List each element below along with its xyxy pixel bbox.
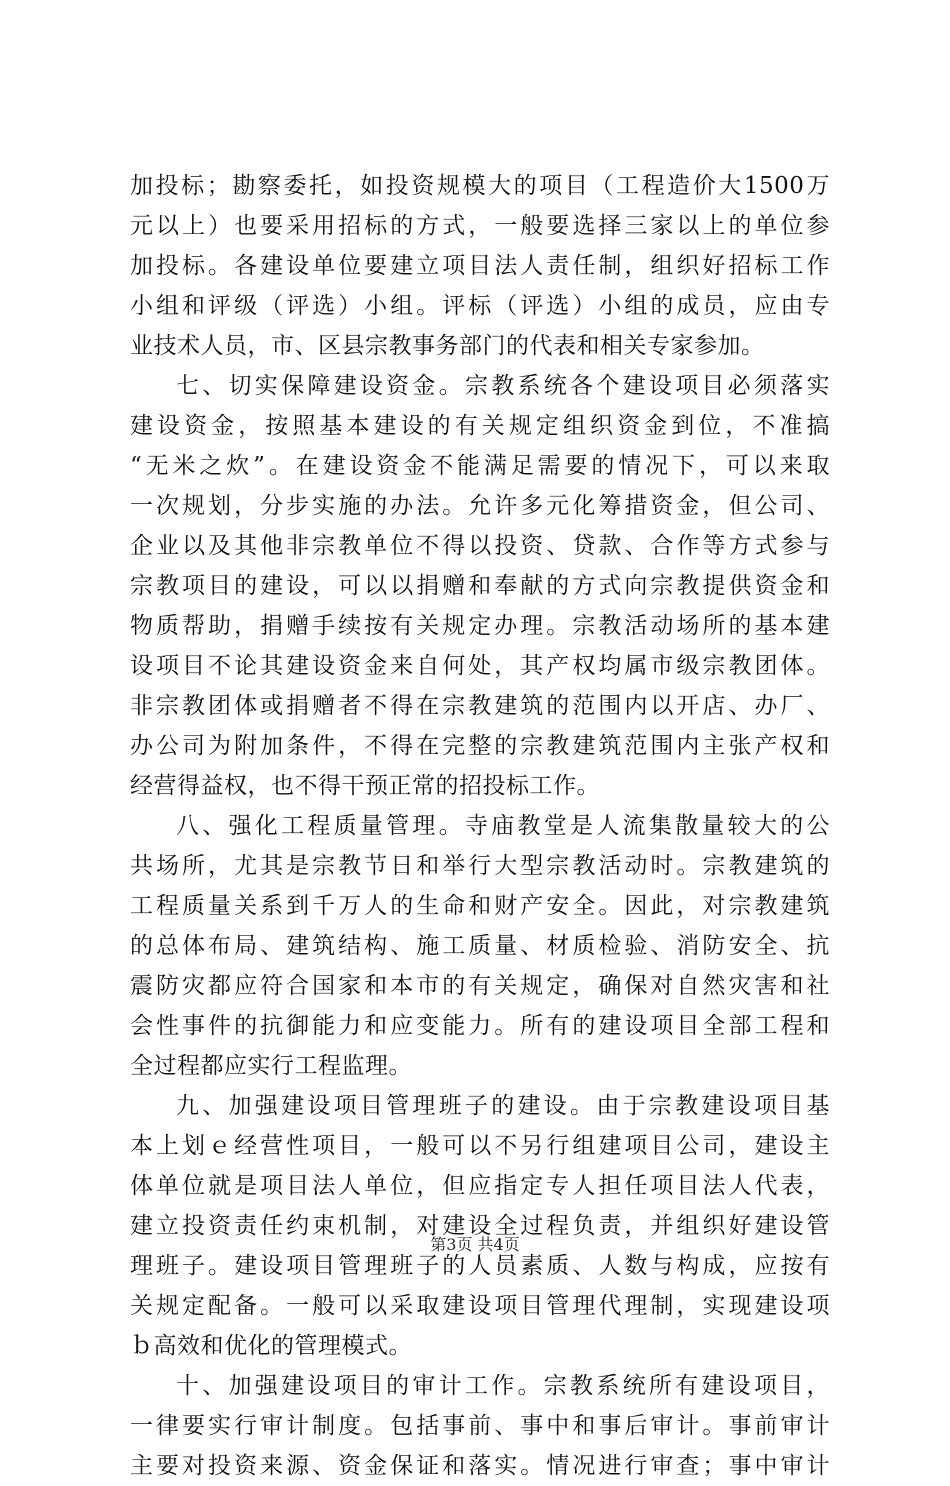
text-line: 建立投资责任约束机制，对建设全过程负责，并组织好建设管 — [130, 1213, 830, 1239]
text-line: 办公司为附加条件，不得在完整的宗教建筑范围内主张产权和 — [130, 733, 830, 759]
text-line: 理班子。建设项目管理班子的人员素质、人数与构成，应按有 — [130, 1253, 830, 1279]
text-line: 小组和评级（评选）小组。评标（评选）小组的成员，应由专 — [130, 293, 830, 319]
paragraph-heading-line: 九、加强建设项目管理班子的建设。由于宗教建设项目基 — [176, 1093, 830, 1119]
text-line: 元以上）也要采用招标的方式，一般要选择三家以上的单位参 — [130, 213, 830, 239]
text-line: 非宗教团体或捐赠者不得在宗教建筑的范围内以开店、办厂、 — [130, 693, 830, 719]
text-line: 加投标；勘察委托，如投资规模大的项目（工程造价大1500万 — [130, 173, 830, 199]
text-line: 一次规划，分步实施的办法。允许多元化筹措资金，但公司、 — [130, 493, 830, 519]
text-line: 设项目不论其建设资金来自何处，其产权均属市级宗教团体。 — [130, 653, 830, 679]
text-line: 震防灾都应符合国家和本市的有关规定，确保对自然灾害和社 — [130, 973, 830, 999]
paragraph-heading-line: 十、加强建设项目的审计工作。宗教系统所有建设项目， — [176, 1373, 830, 1399]
page-number-footer: 第3页 共4页 — [430, 1235, 520, 1254]
text-line: 加投标。各建设单位要建立项目法人责任制，组织好招标工作 — [130, 253, 830, 279]
text-line: 物质帮助，捐赠手续按有关规定办理。宗教活动场所的基本建 — [130, 613, 830, 639]
text-line: 宗教项目的建设，可以以捐赠和奉献的方式向宗教提供资金和 — [130, 573, 830, 599]
text-line: 主要对投资来源、资金保证和落实。情况进行审查；事中审计 — [130, 1453, 830, 1479]
text-line: “无米之炊”。在建设资金不能满足需要的情况下，可以来取 — [130, 453, 830, 479]
text-line: 企业以及其他非宗教单位不得以投资、贷款、合作等方式参与 — [130, 533, 830, 559]
document-body — [130, 166, 830, 1486]
text-line: 的总体布局、建筑结构、施工质量、材质检验、消防安全、抗 — [130, 933, 830, 959]
text-line: 本上划ｅ经营性项目，一般可以不另行组建项目公司，建设主 — [130, 1133, 830, 1159]
text-line: 业技术人员，市、区县宗教事务部门的代表和相关专家参加。 — [130, 333, 765, 359]
text-line: 建设资金，按照基本建设的有关规定组织资金到位，不准搞 — [130, 413, 830, 439]
text-line: 会性事件的抗御能力和应变能力。所有的建设项目全部工程和 — [130, 1013, 830, 1039]
text-line: 共场所，尤其是宗教节日和举行大型宗教活动时。宗教建筑的 — [130, 853, 830, 879]
paragraph-heading-line: 七、切实保障建设资金。宗教系统各个建设项目必须落实 — [176, 373, 830, 399]
text-line: 工程质量关系到千万人的生命和财产安全。因此，对宗教建筑 — [130, 893, 830, 919]
text-line: 一律要实行审计制度。包括事前、事中和事后审计。事前审计 — [130, 1413, 830, 1439]
text-line: 全过程都应实行工程监理。 — [130, 1053, 412, 1079]
text-line: ｂ高效和优化的管理模式。 — [130, 1333, 412, 1359]
text-line: 经营得益权，也不得干预正常的招投标工作。 — [130, 773, 600, 799]
text-line: 关规定配备。一般可以采取建设项目管理代理制，实现建设项 — [130, 1293, 830, 1319]
text-line: 体单位就是项目法人单位，但应指定专人担任项目法人代表， — [130, 1173, 830, 1199]
paragraph-heading-line: 八、强化工程质量管理。寺庙教堂是人流集散量较大的公 — [176, 813, 830, 839]
